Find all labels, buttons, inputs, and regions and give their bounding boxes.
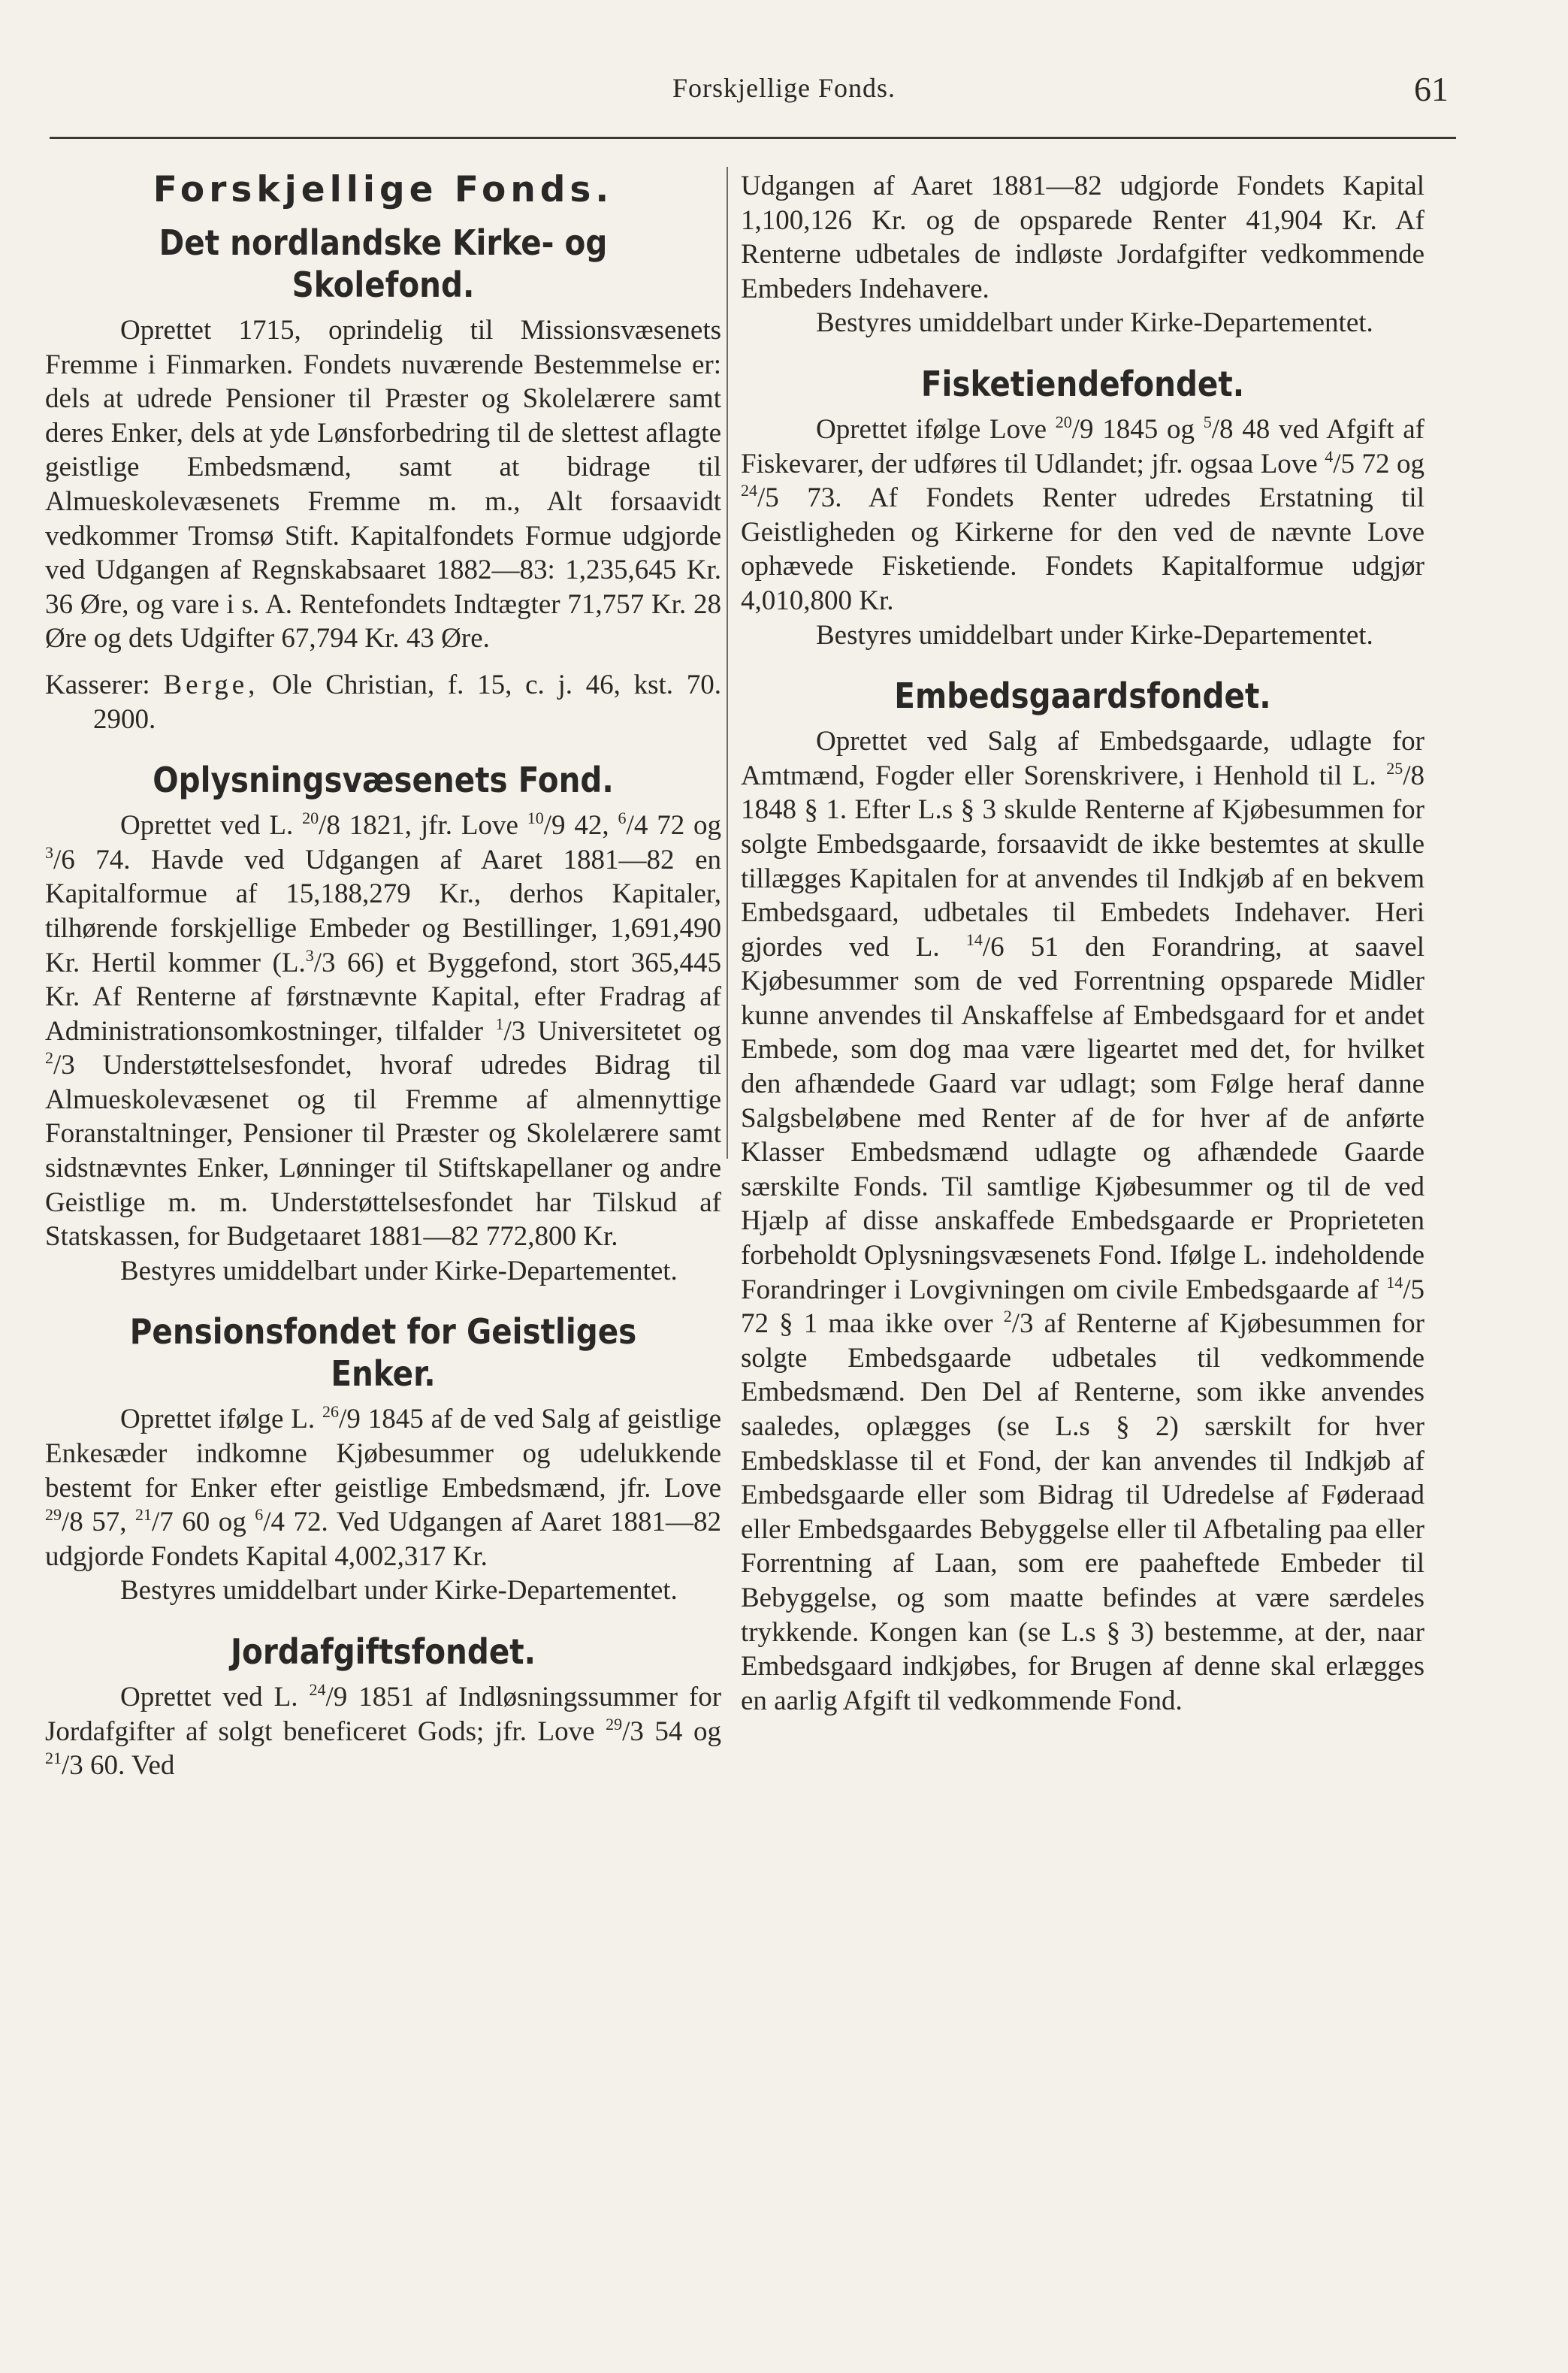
paragraph-jordafgift: Oprettet ved L. $^{24}$/9 1851 af Indløsningssummer for Jordafgifter af solgt beneficeret Gods; jfr. Love $^{29}$/3 54 og $^{21}$/3 60. Ved — [45, 1680, 722, 1782]
kasserer-name: Berge, — [163, 669, 259, 700]
section-title-nordlandske: Det nordlandske Kirke- og Skolefond. — [159, 222, 608, 305]
paragraph-jordafgift-cont: Udgangen af Aaret 1881—82 udgjorde Fondets Kapital 1,100,126 Kr. og de opsparede Renter 41,904 Kr. Af Renterne udbetales de indløste Jordafgifter vedkommende Embeders Indehavere. — [741, 171, 1424, 304]
running-head: Forskjellige Fonds. — [672, 73, 896, 103]
section-title-fisketiende: Fisketiendefondet. — [920, 363, 1245, 404]
main-title: Forskjellige Fonds. — [153, 169, 614, 210]
kasserer-details: Ole Christian, f. 15, c. j. 46, kst. 70. 2900. — [93, 669, 722, 735]
paragraph-oplysning: Oprettet ved L. $^{20}$/8 1821, jfr. Love $^{10}$/9 42, $^6$/4 72 og $^3$/6 74. Havde ved Udgangen af Aaret 1881—82 en Kapitalformue af 15,188,279 Kr., derhos Kapitaler, tilhørende forskjellige Embeder og Bestillinger, 1,691,490 Kr. Hertil kommer (L.$^3$/3 66) et Byggefond, stort 365,445 Kr. Af Renterne af førstnævnte Kapital, efter Fradrag af Administrationsomkostninger, tilfalder $^1$/3 Universitetet og $^2$/3 Understøttelsesfondet, hvoraf udredes Bidrag til Almueskolevæsenet og til Fremme af almennyttige Foranstaltninger, Pensioner til Præster og Skolelærere samt sidstnævntes Enker, Lønninger til Stiftskapellaner og andre Geistlige m. m. Understøttelsesfondet har Tilskud af Statskassen, for Budgetaaret 1881—82 772,800 Kr. — [45, 809, 722, 1253]
paragraph-oplysning-admin: Bestyres umiddelbart under Kirke-Departementet. — [120, 1255, 678, 1286]
section-title-embedsgaard: Embedsgaardsfondet. — [894, 676, 1271, 717]
paragraph-fisketiende-admin: Bestyres umiddelbart under Kirke-Departementet. — [816, 619, 1373, 651]
section-title-oplysning: Oplysningsvæsenets Fond. — [153, 760, 614, 801]
right-column — [741, 169, 1424, 1718]
page-number: 61 — [1414, 70, 1449, 108]
header-rule — [50, 137, 1456, 139]
paragraph-fisketiende: Oprettet ifølge Love $^{20}$/9 1845 og $^5$/8 48 ved Afgift af Fiskevarer, der udføres til Udlandet; jfr. ogsaa Love $^4$/5 72 og $^{24}$/5 73. Af Fondets Renter udredes Erstatning til Geistligheden og Kirkerne for den ved de nævnte Love ophævede Fisketiende. Fondets Kapitalformue udgjør 4,010,800 Kr. — [741, 412, 1425, 616]
kasserer-entry — [45, 668, 721, 736]
column-divider — [727, 167, 728, 1159]
paragraph-embedsgaard: Oprettet ved Salg af Embedsgaarde, udlagte for Amtmænd, Fogder eller Sorenskrivere, i Henhold til L. $^{25}$/8 1848 § 1. Efter L.s § 3 skulde Renterne af Kjøbesummen for solgte Embedsgaarde, forsaavidt de ikke bestemtes at skulle tillægges Kapitalen for at anvendes til Indkjøb af en bekvem Embedsgaard, udbetales til Embedets Indehaver. Heri gjordes ved L. $^{14}$/6 51 den Forandring, at saavel Kjøbesummer som de ved Forrentning opsparede Midler kunne anvendes til Anskaffelse af Embedsgaard for et andet Embede, som dog maa være ligeartet med det, for hvilket den afhændede Gaard var udlagt; som Følge heraf danne Salgsbeløbene med Renter af de for hver af de anførte Klasser Embedsmænd udlagte og afhændede Gaarde særskilte Fonds. Til samtlige Kjøbesummer og til de ved Hjælp af disse anskaffede Embedsgaarde er Proprieteten forbeholdt Oplysningsvæsenets Fond. Ifølge L. indeholdende Forandringer i Lovgivningen om civile Embedsgaarde af $^{14}$/5 72 § 1 maa ikke over $^2$/3 af Renterne af Kjøbesummen for solgte Embedsgaarde udbetales til vedkommende Embedsmænd. Den Del af Renterne, som ikke anvendes saaledes, oplægges (se L.s § 2) særskilt for hver Embedsklasse til et Fond, der kan anvendes til Indkjøb af Embedsgaarde eller som Bidrag til Udredelse af Føderaad eller Embedsgaardes Bebyggelse eller til Afbetaling paa eller Forrentning af Laan, som ere paaheftede Embeder til Bebyggelse, og som maatte befindes at være særdeles trykkende. Kongen kan (se L.s § 3) bestemme, at der, naar Embedsgaard indkjøbes, for Brugen af denne skal erlægges en aarlig Afgift til vedkommende Fond. — [741, 726, 1425, 1716]
section-title-pensionsfondet: Pensionsfondet for Geistliges Enker. — [129, 1311, 637, 1395]
paragraph-nordlandske: Oprettet 1715, oprindelig til Missionsvæsenets Fremme i Finmarken. Fondets nuværende Bestemmelse er: dels at udrede Pensioner til Præster og Skolelærere samt deres Enker, dels at yde Lønsforbedring til de slettest aflagte geistlige Embedsmænd, samt at bidrage til Almueskolevæsenets Fremme m. m., Alt forsaavidt vedkommer Tromsø Stift. Kapitalfondets Formue udgjorde ved Udgangen af Regnskabsaaret 1882—83: 1,235,645 Kr. 36 Øre, og vare i s. A. Rentefondets Indtægter 71,757 Kr. 28 Øre og dets Udgifter 67,794 Kr. 43 Øre. — [45, 315, 721, 654]
paragraph-pensionsfondet: Oprettet ifølge L. $^{26}$/9 1845 af de ved Salg af geistlige Enkesæder indkomne Kjøbesummer og udelukkende bestemt for Enker efter geistlige Embedsmænd, jfr. Love $^{29}$/8 57, $^{21}$/7 60 og $^6$/4 72. Ved Udgangen af Aaret 1881—82 udgjorde Fondets Kapital 4,002,317 Kr. — [45, 1402, 722, 1572]
paragraph-jordafgift-admin: Bestyres umiddelbart under Kirke-Departementet. — [816, 307, 1373, 339]
paragraph-pensionsfondet-admin: Bestyres umiddelbart under Kirke-Departementet. — [120, 1575, 678, 1607]
kasserer-label: Kasserer: — [45, 669, 150, 700]
left-column — [45, 169, 721, 1783]
section-title-jordafgift: Jordafgiftsfondet. — [230, 1631, 536, 1672]
